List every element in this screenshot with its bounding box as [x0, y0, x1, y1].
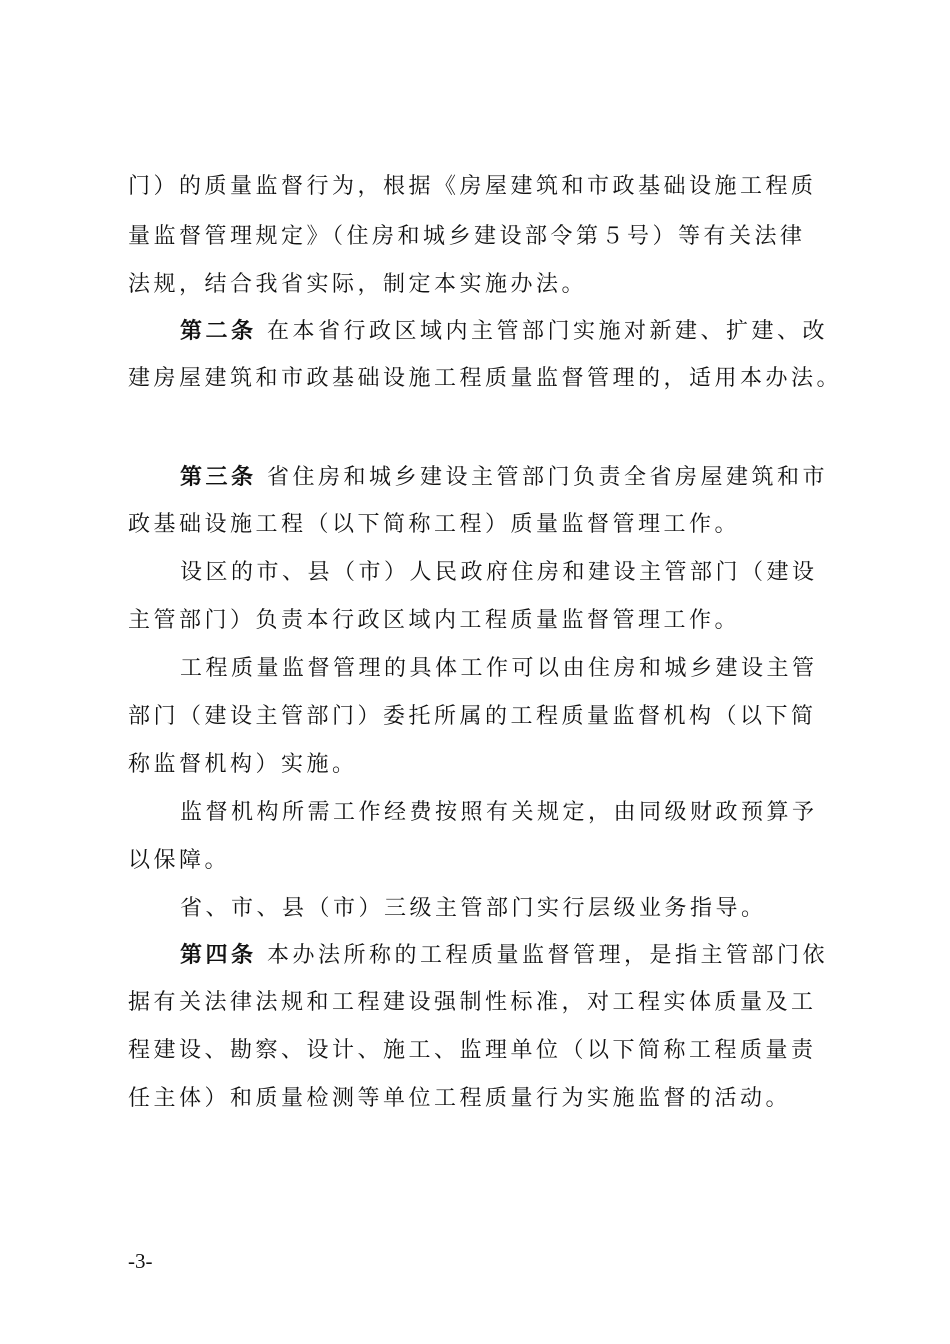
article-two-heading: 第二条 — [180, 318, 257, 344]
line-text: 省、市、县（市）三级主管部门实行层级业务指导。 — [180, 896, 767, 921]
text-line — [180, 798, 818, 828]
text-line — [128, 1084, 791, 1114]
article-two-line — [180, 316, 828, 347]
text-line — [128, 364, 842, 394]
article-three-line — [180, 462, 828, 493]
line-text: 政基础设施工程（以下简称工程）质量监督管理工作。 — [128, 512, 741, 537]
text-line — [128, 510, 740, 540]
line-text: 以保障。 — [128, 848, 231, 873]
line-text: 据有关法律法规和工程建设强制性标准，对工程实体质量及工 — [128, 990, 817, 1015]
article-four-line — [180, 940, 828, 971]
line-text: 建房屋建筑和市政基础设施工程质量监督管理的，适用本办法。 — [128, 366, 843, 391]
text-line — [180, 558, 818, 588]
line-text: 量监督管理规定》（住房和城乡建设部令第５号）等有关法律 — [128, 224, 806, 249]
text-line — [180, 654, 818, 684]
line-text: 主管部门）负责本行政区域内工程质量监督管理工作。 — [128, 608, 741, 633]
article-three-heading: 第三条 — [180, 464, 257, 490]
text-line — [128, 750, 358, 780]
line-text: 程建设、勘察、设计、施工、监理单位（以下简称工程质量责 — [128, 1038, 817, 1063]
line-text: 部门（建设主管部门）委托所属的工程质量监督机构（以下简 — [128, 704, 817, 729]
text-line — [128, 1036, 817, 1066]
text-line — [128, 270, 587, 300]
line-text: 门）的质量监督行为，根据《房屋建筑和市政基础设施工程质 — [128, 174, 817, 199]
page-number: -3- — [128, 1249, 153, 1273]
text-line — [128, 702, 817, 732]
line-text: 监督机构所需工作经费按照有关规定，由同级财政预算予 — [180, 800, 818, 825]
line-text: 任主体）和质量检测等单位工程质量行为实施监督的活动。 — [128, 1086, 792, 1111]
text-line — [180, 894, 767, 924]
line-text: 工程质量监督管理的具体工作可以由住房和城乡建设主管 — [180, 656, 818, 681]
text-line — [128, 988, 817, 1018]
text-line — [128, 222, 806, 252]
line-text: 在本省行政区域内主管部门实施对新建、扩建、改 — [267, 319, 829, 344]
line-text: 本办法所称的工程质量监督管理，是指主管部门依 — [267, 943, 829, 968]
text-line — [128, 846, 230, 876]
line-text: 设区的市、县（市）人民政府住房和建设主管部门（建设 — [180, 560, 818, 585]
article-four-heading: 第四条 — [180, 942, 257, 968]
text-line — [128, 606, 740, 636]
text-line — [128, 172, 817, 202]
line-text: 省住房和城乡建设主管部门负责全省房屋建筑和市 — [267, 465, 829, 490]
line-text: 称监督机构）实施。 — [128, 752, 358, 777]
line-text: 法规，结合我省实际，制定本实施办法。 — [128, 272, 588, 297]
